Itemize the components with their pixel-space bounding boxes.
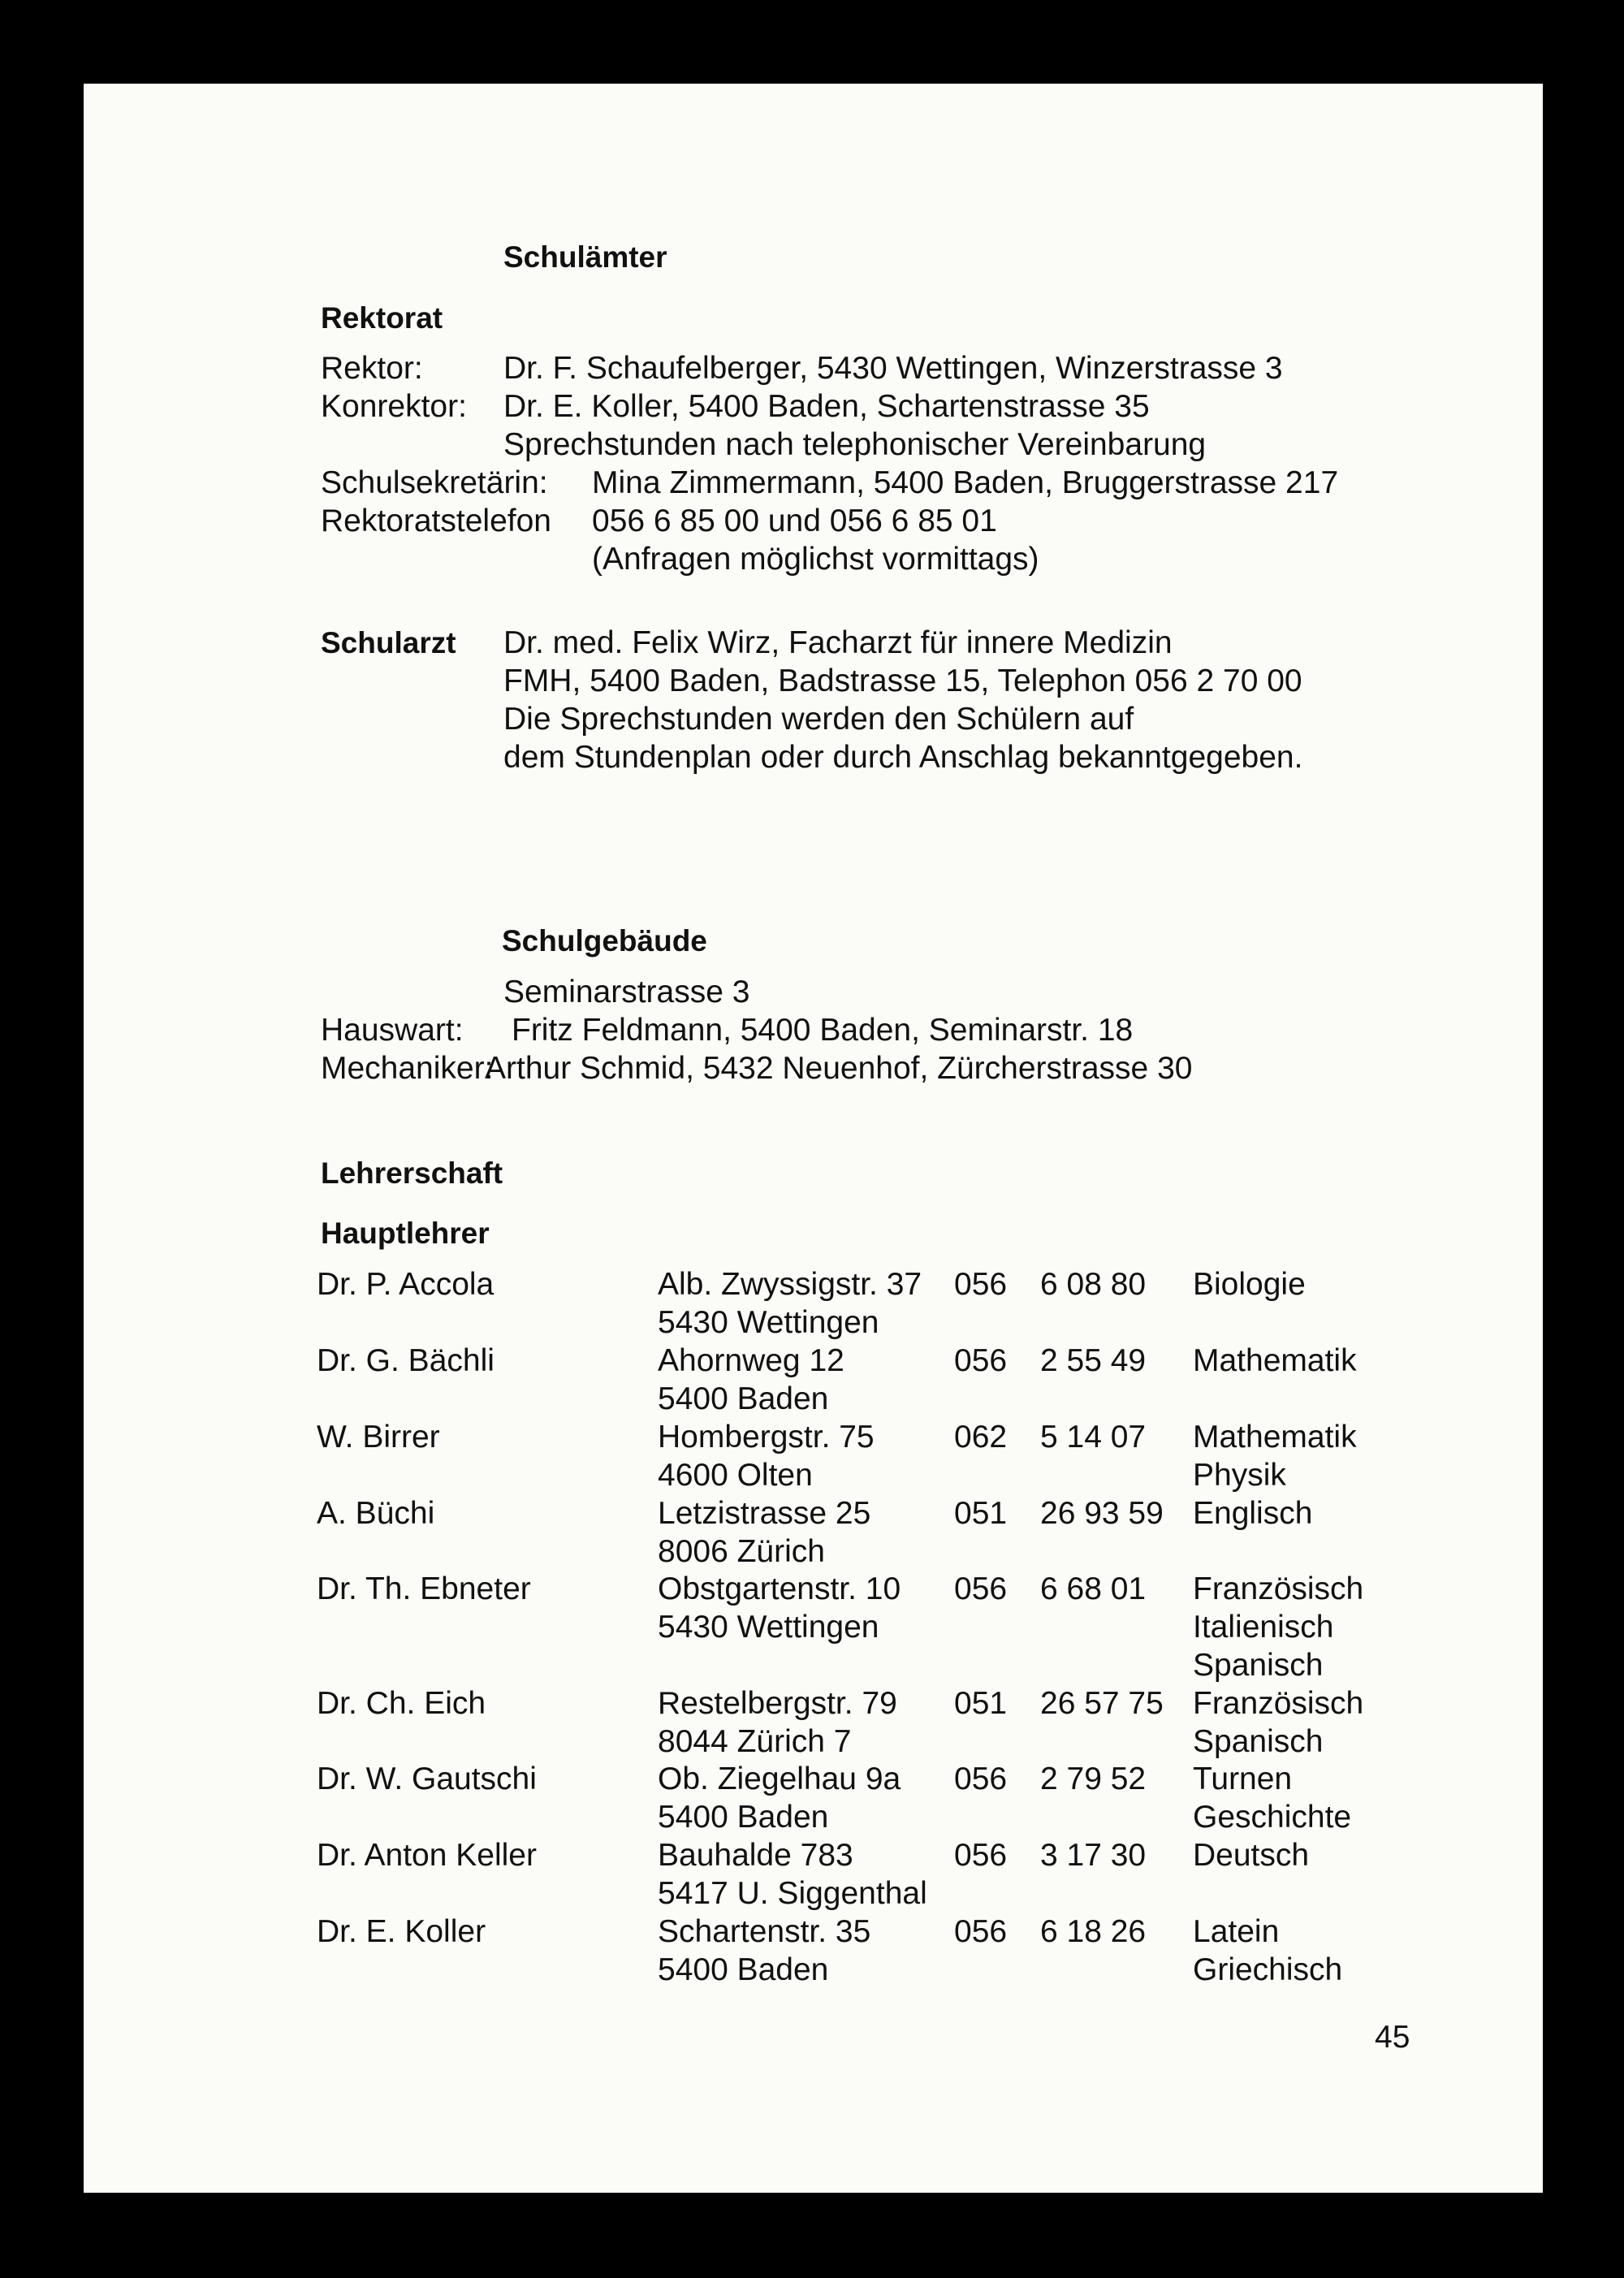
- teacher-city: 8044 Zürich 7: [658, 1724, 852, 1759]
- mechaniker-text: Arthur Schmid, 5432 Neuenhof, Zürcherstrasse 30: [485, 1051, 1193, 1086]
- teacher-city: 4600 Olten: [658, 1458, 813, 1493]
- konrektor-label: Konrektor:: [321, 389, 467, 424]
- teacher-phone: 3 17 30: [1040, 1838, 1147, 1873]
- schularzt-line-3: Die Sprechstunden werden den Schülern auf: [503, 702, 1134, 737]
- teacher-city: 5400 Baden: [658, 1381, 829, 1416]
- teacher-subject: Physik: [1193, 1458, 1286, 1493]
- teacher-subject: Englisch: [1193, 1496, 1313, 1531]
- teacher-name: Dr. P. Accola: [317, 1267, 495, 1302]
- mechaniker-label: Mechaniker:: [321, 1051, 494, 1086]
- rektor-label: Rektor:: [321, 351, 423, 386]
- schulgebaeude-address: Seminarstrasse 3: [503, 975, 750, 1009]
- teacher-subject: Deutsch: [1193, 1838, 1310, 1873]
- teacher-phone: 5 14 07: [1040, 1420, 1147, 1455]
- teacher-area-code: 062: [954, 1420, 1008, 1455]
- teacher-phone: 6 68 01: [1040, 1571, 1147, 1606]
- teacher-phone: 6 18 26: [1040, 1914, 1147, 1949]
- teacher-subject: Geschichte: [1193, 1800, 1352, 1835]
- schularzt-heading: Schularzt: [321, 626, 456, 659]
- teacher-city: 5400 Baden: [658, 1952, 829, 1987]
- teacher-name: Dr. G. Bächli: [317, 1343, 495, 1378]
- rektorat-heading: Rektorat: [321, 301, 443, 335]
- teacher-name: W. Birrer: [317, 1420, 440, 1455]
- sprechstunden-text: Sprechstunden nach telephonischer Vereinbarung: [503, 427, 1207, 462]
- teacher-phone: 2 55 49: [1040, 1343, 1147, 1378]
- schularzt-line-4: dem Stundenplan oder durch Anschlag bekanntgegeben.: [503, 740, 1303, 775]
- teacher-street: Alb. Zwyssigstr. 37: [658, 1267, 922, 1302]
- teacher-city: 5417 U. Siggenthal: [658, 1876, 927, 1911]
- page-title: Schulämter: [503, 240, 667, 274]
- teacher-subject: Italienisch: [1193, 1610, 1334, 1645]
- konrektor-text: Dr. E. Koller, 5400 Baden, Schartenstrasse 35: [503, 389, 1150, 424]
- teacher-subject: Spanisch: [1193, 1724, 1324, 1759]
- teacher-name: Dr. Ch. Eich: [317, 1686, 486, 1721]
- teacher-subject: Turnen: [1193, 1761, 1293, 1796]
- teacher-city: 5430 Wettingen: [658, 1305, 879, 1340]
- teacher-street: Bauhalde 783: [658, 1838, 853, 1873]
- teacher-street: Letzistrasse 25: [658, 1496, 871, 1531]
- sekretaerin-label: Schulsekretärin:: [321, 465, 548, 500]
- teacher-street: Hombergstr. 75: [658, 1420, 875, 1455]
- teacher-area-code: 056: [954, 1914, 1008, 1949]
- teacher-city: 5400 Baden: [658, 1800, 829, 1835]
- teacher-phone: 2 79 52: [1040, 1761, 1147, 1796]
- hauptlehrer-subheading: Hauptlehrer: [321, 1217, 490, 1250]
- teacher-area-code: 056: [954, 1267, 1008, 1302]
- teacher-name: A. Büchi: [317, 1496, 435, 1531]
- teacher-street: Restelbergstr. 79: [658, 1686, 897, 1721]
- hauswart-text: Fritz Feldmann, 5400 Baden, Seminarstr. 18: [512, 1013, 1134, 1048]
- teacher-subject: Mathematik: [1193, 1420, 1357, 1455]
- rektoratstelefon-label: Rektoratstelefon: [321, 504, 551, 538]
- teacher-area-code: 056: [954, 1761, 1008, 1796]
- document-page: [84, 84, 1543, 2193]
- teacher-subject: Spanisch: [1193, 1648, 1324, 1683]
- teacher-subject: Französisch: [1193, 1571, 1364, 1606]
- lehrerschaft-heading: Lehrerschaft: [321, 1156, 503, 1190]
- teacher-name: Dr. Th. Ebneter: [317, 1571, 531, 1606]
- teacher-area-code: 056: [954, 1838, 1008, 1873]
- teacher-street: Schartenstr. 35: [658, 1914, 871, 1949]
- teacher-name: Dr. Anton Keller: [317, 1838, 537, 1873]
- teacher-city: 5430 Wettingen: [658, 1610, 879, 1645]
- teacher-name: Dr. E. Koller: [317, 1914, 486, 1949]
- schularzt-line-1: Dr. med. Felix Wirz, Facharzt für innere Medizin: [503, 625, 1173, 660]
- schulgebaeude-heading: Schulgebäude: [502, 924, 707, 957]
- teacher-subject: Mathematik: [1193, 1343, 1357, 1378]
- teacher-area-code: 051: [954, 1496, 1008, 1531]
- teacher-phone: 26 57 75: [1040, 1686, 1164, 1721]
- teacher-area-code: 056: [954, 1343, 1008, 1378]
- teacher-subject: Griechisch: [1193, 1952, 1343, 1987]
- page-number: 45: [1375, 2020, 1410, 2055]
- teacher-area-code: 051: [954, 1686, 1008, 1721]
- teacher-street: Ob. Ziegelhau 9a: [658, 1761, 901, 1796]
- teacher-subject: Französisch: [1193, 1686, 1364, 1721]
- teacher-subject: Biologie: [1193, 1267, 1306, 1302]
- teacher-phone: 26 93 59: [1040, 1496, 1164, 1531]
- schularzt-line-2: FMH, 5400 Baden, Badstrasse 15, Telephon 056 2 70 00: [503, 664, 1302, 698]
- rektoratstelefon-text: 056 6 85 00 und 056 6 85 01: [592, 504, 997, 538]
- teacher-name: Dr. W. Gautschi: [317, 1761, 537, 1796]
- teacher-street: Obstgartenstr. 10: [658, 1571, 901, 1606]
- hauswart-label: Hauswart:: [321, 1013, 464, 1048]
- teacher-street: Ahornweg 12: [658, 1343, 844, 1378]
- teacher-phone: 6 08 80: [1040, 1267, 1147, 1302]
- rektor-text: Dr. F. Schaufelberger, 5430 Wettingen, Winzerstrasse 3: [503, 351, 1283, 386]
- sekretaerin-text: Mina Zimmermann, 5400 Baden, Bruggerstrasse 217: [592, 465, 1339, 500]
- teacher-area-code: 056: [954, 1571, 1008, 1606]
- anfragen-text: (Anfragen möglichst vormittags): [592, 542, 1039, 577]
- teacher-subject: Latein: [1193, 1914, 1280, 1949]
- teacher-city: 8006 Zürich: [658, 1534, 825, 1569]
